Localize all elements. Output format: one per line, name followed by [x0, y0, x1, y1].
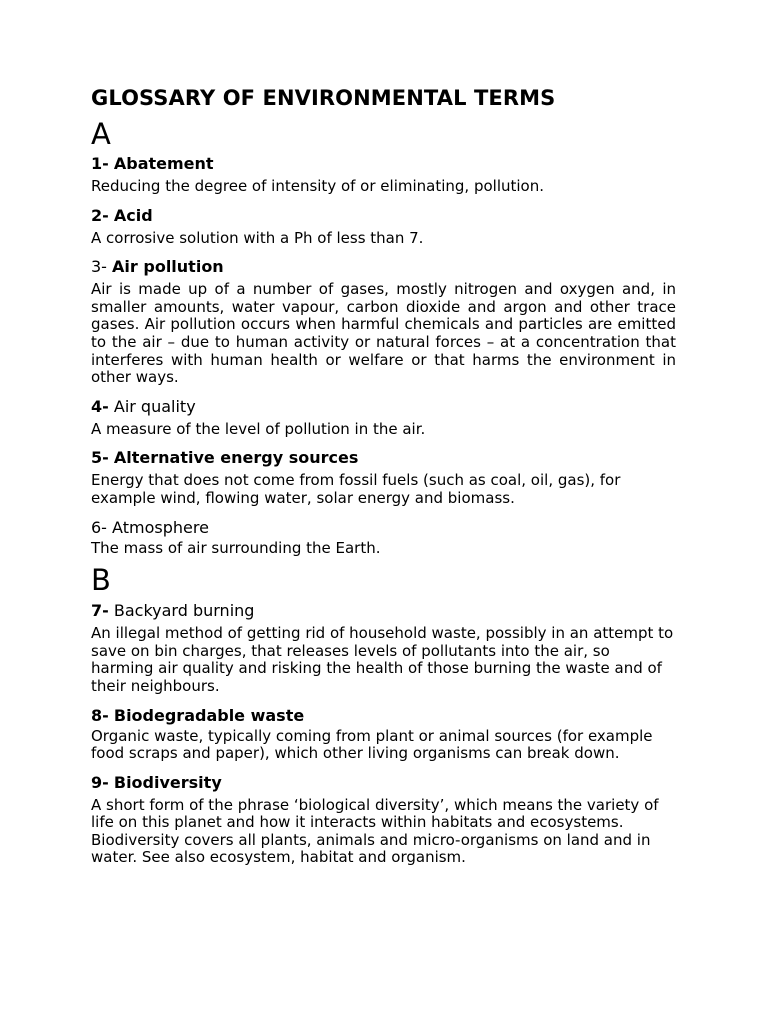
term-number: 1-	[91, 154, 109, 173]
term-name: Air quality	[113, 396, 196, 416]
section-letter-a: A	[91, 117, 111, 151]
glossary-entry-air-pollution	[91, 256, 676, 387]
glossary-entry-air-quality	[91, 396, 676, 439]
term-name: Atmosphere	[112, 517, 209, 537]
term-definition: Organic waste, typically coming from plant or animal sources (for example food scraps and paper), which other living organisms can break down.	[91, 726, 653, 763]
glossary-entry-atmosphere	[91, 517, 676, 558]
term-number: 2-	[91, 205, 109, 225]
term-definition: A short form of the phrase ‘biological diversity’, which means the variety of life on this planet and how it interacts within habitats and ecosystems. Biodiversity covers all plants, animals and micro-organisms on land and in water. See also ecosystem, habitat and organism.	[91, 795, 659, 867]
term-name: Air pollution	[112, 257, 224, 277]
glossary-entry-backyard-burning	[91, 600, 676, 695]
glossary-entry-biodiversity	[91, 772, 676, 867]
glossary-entry-acid	[91, 205, 676, 248]
term-number: 8-	[91, 705, 109, 725]
term-name: Alternative energy sources	[113, 448, 359, 468]
term-number: 5-	[91, 448, 109, 468]
term-definition: Energy that does not come from fossil fuels (such as coal, oil, gas), for example wind, flowing water, solar energy and biomass.	[91, 471, 621, 507]
term-definition: A corrosive solution with a Ph of less than 7.	[91, 228, 424, 247]
glossary-entry-alternative-energy-sources	[91, 447, 676, 507]
term-number: 9-	[91, 772, 109, 792]
glossary-entry-biodegradable-waste	[91, 705, 676, 763]
term-definition: The mass of air surrounding the Earth.	[91, 538, 381, 557]
term-name: Backyard burning	[113, 601, 255, 621]
term-number: 7-	[91, 601, 109, 621]
glossary-entry-abatement	[91, 153, 676, 196]
term-name: Biodiversity	[113, 772, 222, 792]
term-definition: Reducing the degree of intensity of or eliminating, pollution.	[91, 177, 544, 195]
term-definition: A measure of the level of pollution in the air.	[91, 419, 426, 438]
term-definition: Air is made up of a number of gases, mostly nitrogen and oxygen and, in smaller amounts, water vapour, carbon dioxide and argon and other trace gases. Air pollution occurs when harmful chemicals and particles are emitted to the air – due to human activity or natural forces – at a concentration that interferes with human health or welfare or that harms the environment in other ways.	[91, 280, 676, 387]
glossary-page	[91, 84, 676, 867]
term-number: 4-	[91, 396, 109, 416]
term-name: Biodegradable waste	[113, 705, 305, 725]
term-number: 6-	[91, 517, 107, 537]
term-name: Acid	[113, 205, 153, 225]
term-name: Abatement	[113, 154, 214, 173]
term-number: 3-	[91, 257, 107, 277]
term-definition: An illegal method of getting rid of household waste, possibly in an attempt to save on bin charges, that releases levels of pollutants into the air, so harming air quality and risking the health of those burning the waste and of their neighbours.	[91, 624, 674, 695]
page-title: GLOSSARY OF ENVIRONMENTAL TERMS	[91, 86, 556, 110]
section-letter-b: B	[91, 563, 111, 598]
